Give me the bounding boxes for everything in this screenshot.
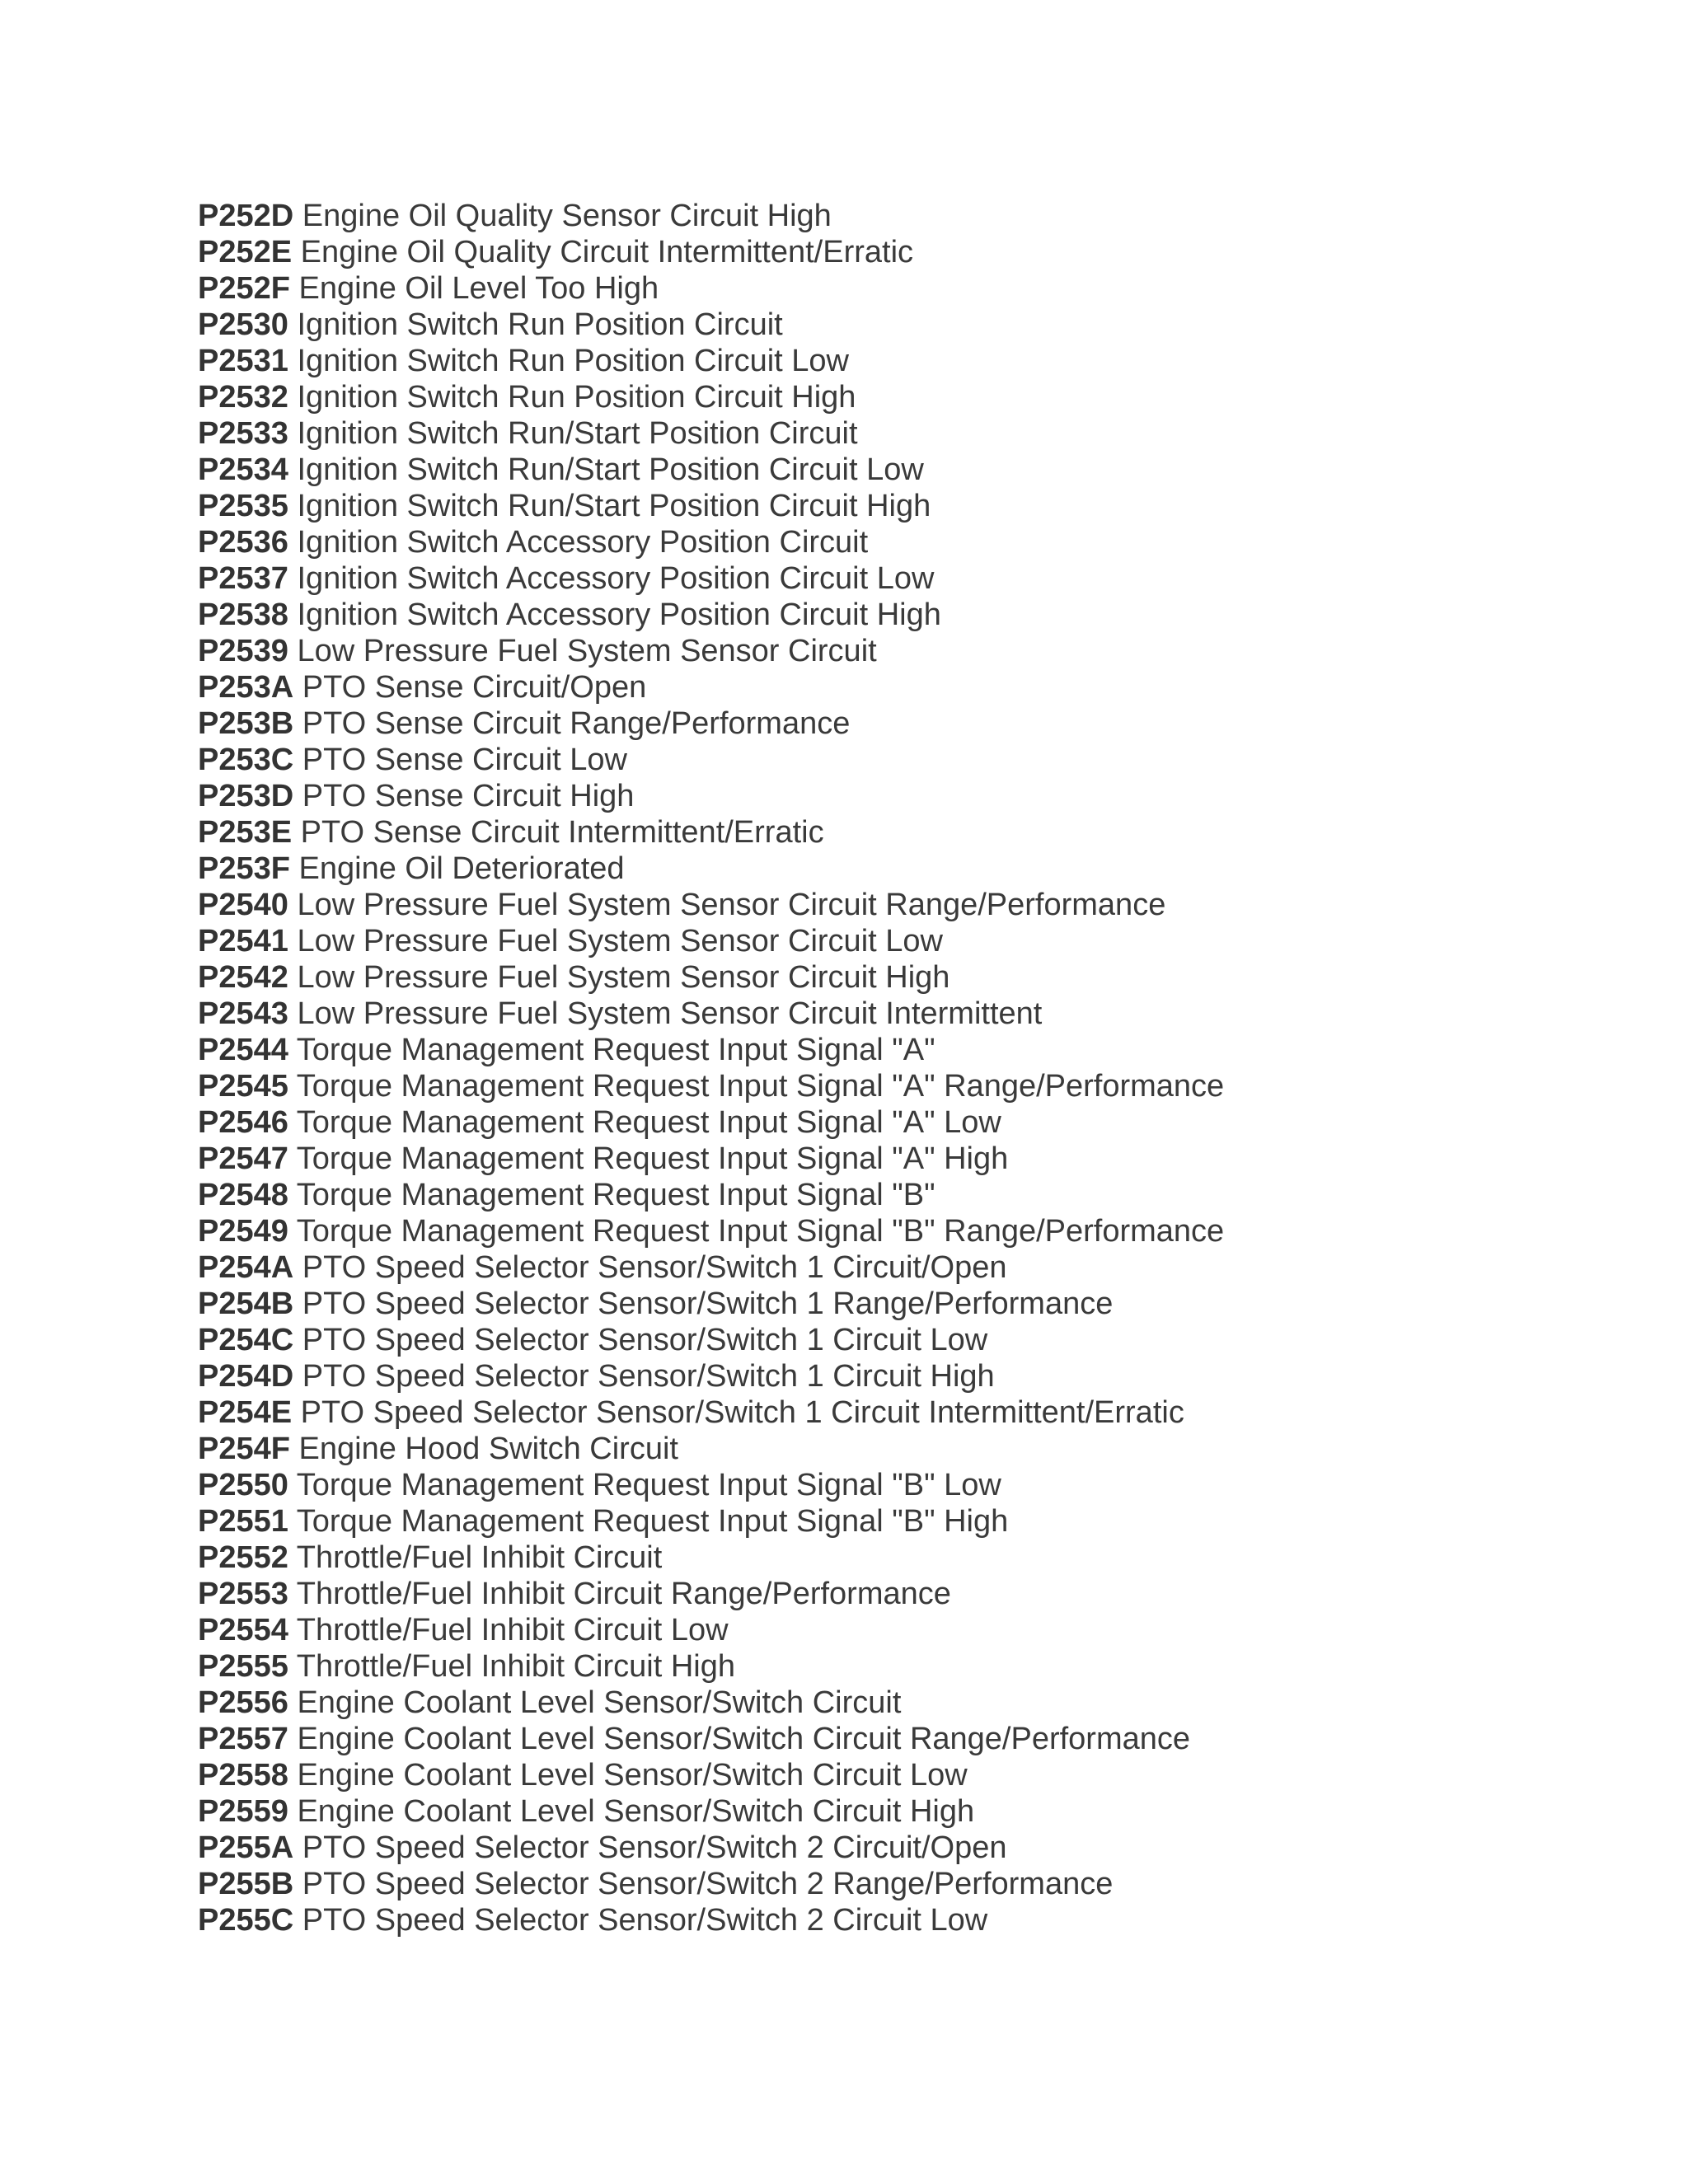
diagnostic-code-list — [198, 198, 1224, 1938]
code-entry — [198, 1032, 1224, 1068]
code-entry — [198, 669, 1224, 705]
code-description: PTO Speed Selector Sensor/Switch 1 Circuit Intermittent/Erratic — [300, 1395, 1184, 1430]
code-entry — [198, 1576, 1224, 1612]
code-entry — [198, 343, 1224, 379]
code-description: Low Pressure Fuel System Sensor Circuit — [297, 634, 877, 668]
code-description: PTO Speed Selector Sensor/Switch 1 Circuit/Open — [302, 1250, 1007, 1285]
diagnostic-code: P2548 — [198, 1178, 288, 1212]
diagnostic-code: P252D — [198, 199, 294, 233]
code-entry — [198, 851, 1224, 887]
code-entry — [198, 1685, 1224, 1721]
code-description: Ignition Switch Run/Start Position Circuit — [297, 416, 858, 451]
diagnostic-code: P252E — [198, 235, 293, 269]
diagnostic-code: P2539 — [198, 634, 288, 668]
code-entry — [198, 1540, 1224, 1576]
code-description: PTO Sense Circuit Intermittent/Erratic — [300, 815, 824, 850]
code-entry — [198, 524, 1224, 560]
code-description: Torque Management Request Input Signal "B" — [296, 1178, 935, 1212]
diagnostic-code: P2552 — [198, 1540, 288, 1575]
code-description: PTO Speed Selector Sensor/Switch 1 Circuit Low — [302, 1323, 988, 1357]
code-entry — [198, 1866, 1224, 1902]
code-entry — [198, 488, 1224, 524]
code-description: Low Pressure Fuel System Sensor Circuit Low — [297, 924, 943, 958]
code-description: PTO Sense Circuit High — [302, 779, 635, 813]
code-entry — [198, 923, 1224, 959]
code-description: Throttle/Fuel Inhibit Circuit High — [296, 1649, 735, 1684]
diagnostic-code: P2554 — [198, 1613, 288, 1647]
diagnostic-code: P252F — [198, 271, 290, 306]
diagnostic-code: P2556 — [198, 1685, 288, 1720]
diagnostic-code: P2530 — [198, 307, 288, 342]
code-entry — [198, 959, 1224, 996]
code-entry — [198, 452, 1224, 488]
code-entry — [198, 1358, 1224, 1394]
code-entry — [198, 597, 1224, 633]
code-entry — [198, 1793, 1224, 1830]
code-description: Engine Coolant Level Sensor/Switch Circuit Low — [297, 1758, 968, 1793]
diagnostic-code: P2540 — [198, 888, 288, 922]
diagnostic-code: P255B — [198, 1867, 294, 1901]
code-entry — [198, 307, 1224, 343]
code-description: Torque Management Request Input Signal "A" — [296, 1033, 935, 1067]
code-description: PTO Speed Selector Sensor/Switch 2 Range/Performance — [302, 1867, 1114, 1901]
code-entry — [198, 1141, 1224, 1177]
diagnostic-code: P2550 — [198, 1468, 288, 1502]
code-entry — [198, 1104, 1224, 1141]
code-entry — [198, 1249, 1224, 1286]
code-entry — [198, 778, 1224, 814]
diagnostic-code: P254E — [198, 1395, 293, 1430]
diagnostic-code: P2553 — [198, 1577, 288, 1611]
diagnostic-code: P2541 — [198, 924, 288, 958]
diagnostic-code: P2559 — [198, 1794, 288, 1829]
diagnostic-code: P2538 — [198, 598, 288, 632]
diagnostic-code: P2532 — [198, 380, 288, 415]
code-description: Engine Hood Switch Circuit — [298, 1432, 678, 1466]
code-description: Ignition Switch Run Position Circuit — [297, 307, 783, 342]
code-entry — [198, 560, 1224, 597]
code-entry — [198, 1830, 1224, 1866]
code-description: PTO Speed Selector Sensor/Switch 2 Circuit Low — [302, 1903, 988, 1938]
code-entry — [198, 1431, 1224, 1467]
code-description: Engine Oil Quality Sensor Circuit High — [302, 199, 832, 233]
code-entry — [198, 1757, 1224, 1793]
code-entry — [198, 814, 1224, 851]
code-description: Torque Management Request Input Signal "B" Low — [296, 1468, 1001, 1502]
code-description: Throttle/Fuel Inhibit Circuit — [296, 1540, 663, 1575]
diagnostic-code: P253A — [198, 670, 294, 705]
code-description: Torque Management Request Input Signal "B" High — [296, 1504, 1009, 1539]
code-description: PTO Speed Selector Sensor/Switch 1 Range/Performance — [302, 1286, 1114, 1321]
code-entry — [198, 1322, 1224, 1358]
diagnostic-code: P2544 — [198, 1033, 288, 1067]
diagnostic-code: P2543 — [198, 996, 288, 1031]
code-description: PTO Sense Circuit Low — [302, 743, 627, 777]
code-entry — [198, 633, 1224, 669]
code-description: Ignition Switch Run Position Circuit High — [297, 380, 856, 415]
code-description: Torque Management Request Input Signal "B" Range/Performance — [296, 1214, 1225, 1249]
code-description: Torque Management Request Input Signal "A" High — [296, 1141, 1009, 1176]
code-description: Engine Coolant Level Sensor/Switch Circuit — [297, 1685, 902, 1720]
code-description: PTO Speed Selector Sensor/Switch 2 Circuit/Open — [302, 1830, 1007, 1865]
diagnostic-code: P254D — [198, 1359, 294, 1394]
code-description: Ignition Switch Run/Start Position Circuit High — [297, 489, 931, 523]
code-entry — [198, 1648, 1224, 1685]
code-description: Low Pressure Fuel System Sensor Circuit Range/Performance — [297, 888, 1166, 922]
code-entry — [198, 705, 1224, 742]
diagnostic-code: P254B — [198, 1286, 294, 1321]
code-entry — [198, 1394, 1224, 1431]
code-entry — [198, 742, 1224, 778]
code-entry — [198, 887, 1224, 923]
code-description: Torque Management Request Input Signal "A" Low — [296, 1105, 1001, 1140]
diagnostic-code: P2549 — [198, 1214, 288, 1249]
diagnostic-code: P2535 — [198, 489, 288, 523]
code-description: Ignition Switch Accessory Position Circuit — [297, 525, 869, 560]
code-description: Engine Coolant Level Sensor/Switch Circuit High — [297, 1794, 975, 1829]
diagnostic-code: P253F — [198, 851, 290, 886]
diagnostic-code: P2547 — [198, 1141, 288, 1176]
code-description: PTO Sense Circuit/Open — [302, 670, 647, 705]
diagnostic-code: P2558 — [198, 1758, 288, 1793]
code-description: Ignition Switch Accessory Position Circuit Low — [297, 561, 935, 596]
diagnostic-code: P253C — [198, 743, 294, 777]
code-entry — [198, 198, 1224, 234]
code-description: Engine Oil Level Too High — [298, 271, 659, 306]
diagnostic-code: P2531 — [198, 344, 288, 378]
code-entry — [198, 415, 1224, 452]
code-description: Torque Management Request Input Signal "A" Range/Performance — [296, 1069, 1225, 1104]
code-description: Engine Oil Quality Circuit Intermittent/Erratic — [300, 235, 914, 269]
code-entry — [198, 1286, 1224, 1322]
diagnostic-code: P2545 — [198, 1069, 288, 1104]
code-entry — [198, 1503, 1224, 1540]
diagnostic-code: P2542 — [198, 960, 288, 995]
code-description: Ignition Switch Run Position Circuit Low — [297, 344, 849, 378]
diagnostic-code: P255C — [198, 1903, 294, 1938]
diagnostic-code: P2555 — [198, 1649, 288, 1684]
diagnostic-code: P2551 — [198, 1504, 288, 1539]
code-description: Engine Coolant Level Sensor/Switch Circuit Range/Performance — [297, 1722, 1191, 1756]
code-entry — [198, 379, 1224, 415]
code-description: Throttle/Fuel Inhibit Circuit Range/Performance — [296, 1577, 951, 1611]
diagnostic-code: P2533 — [198, 416, 288, 451]
diagnostic-code: P2536 — [198, 525, 288, 560]
code-entry — [198, 234, 1224, 270]
code-description: PTO Sense Circuit Range/Performance — [302, 706, 851, 741]
diagnostic-code: P255A — [198, 1830, 294, 1865]
diagnostic-code: P253B — [198, 706, 294, 741]
diagnostic-code: P2534 — [198, 452, 288, 487]
code-entry — [198, 1721, 1224, 1757]
diagnostic-code: P2557 — [198, 1722, 288, 1756]
diagnostic-code: P253D — [198, 779, 294, 813]
code-entry — [198, 1177, 1224, 1213]
diagnostic-code: P2537 — [198, 561, 288, 596]
code-description: Ignition Switch Accessory Position Circuit High — [297, 598, 941, 632]
code-description: Engine Oil Deteriorated — [298, 851, 625, 886]
code-entry — [198, 996, 1224, 1032]
code-entry — [198, 1612, 1224, 1648]
diagnostic-code: P254F — [198, 1432, 290, 1466]
code-entry — [198, 1467, 1224, 1503]
code-entry — [198, 1213, 1224, 1249]
diagnostic-code: P254A — [198, 1250, 294, 1285]
code-description: Ignition Switch Run/Start Position Circuit Low — [297, 452, 924, 487]
code-entry — [198, 1902, 1224, 1938]
code-description: Low Pressure Fuel System Sensor Circuit High — [297, 960, 950, 995]
diagnostic-code: P253E — [198, 815, 293, 850]
code-description: PTO Speed Selector Sensor/Switch 1 Circuit High — [302, 1359, 995, 1394]
code-entry — [198, 1068, 1224, 1104]
code-description: Throttle/Fuel Inhibit Circuit Low — [296, 1613, 729, 1647]
code-entry — [198, 270, 1224, 307]
diagnostic-code: P254C — [198, 1323, 294, 1357]
code-description: Low Pressure Fuel System Sensor Circuit Intermittent — [297, 996, 1043, 1031]
diagnostic-code: P2546 — [198, 1105, 288, 1140]
